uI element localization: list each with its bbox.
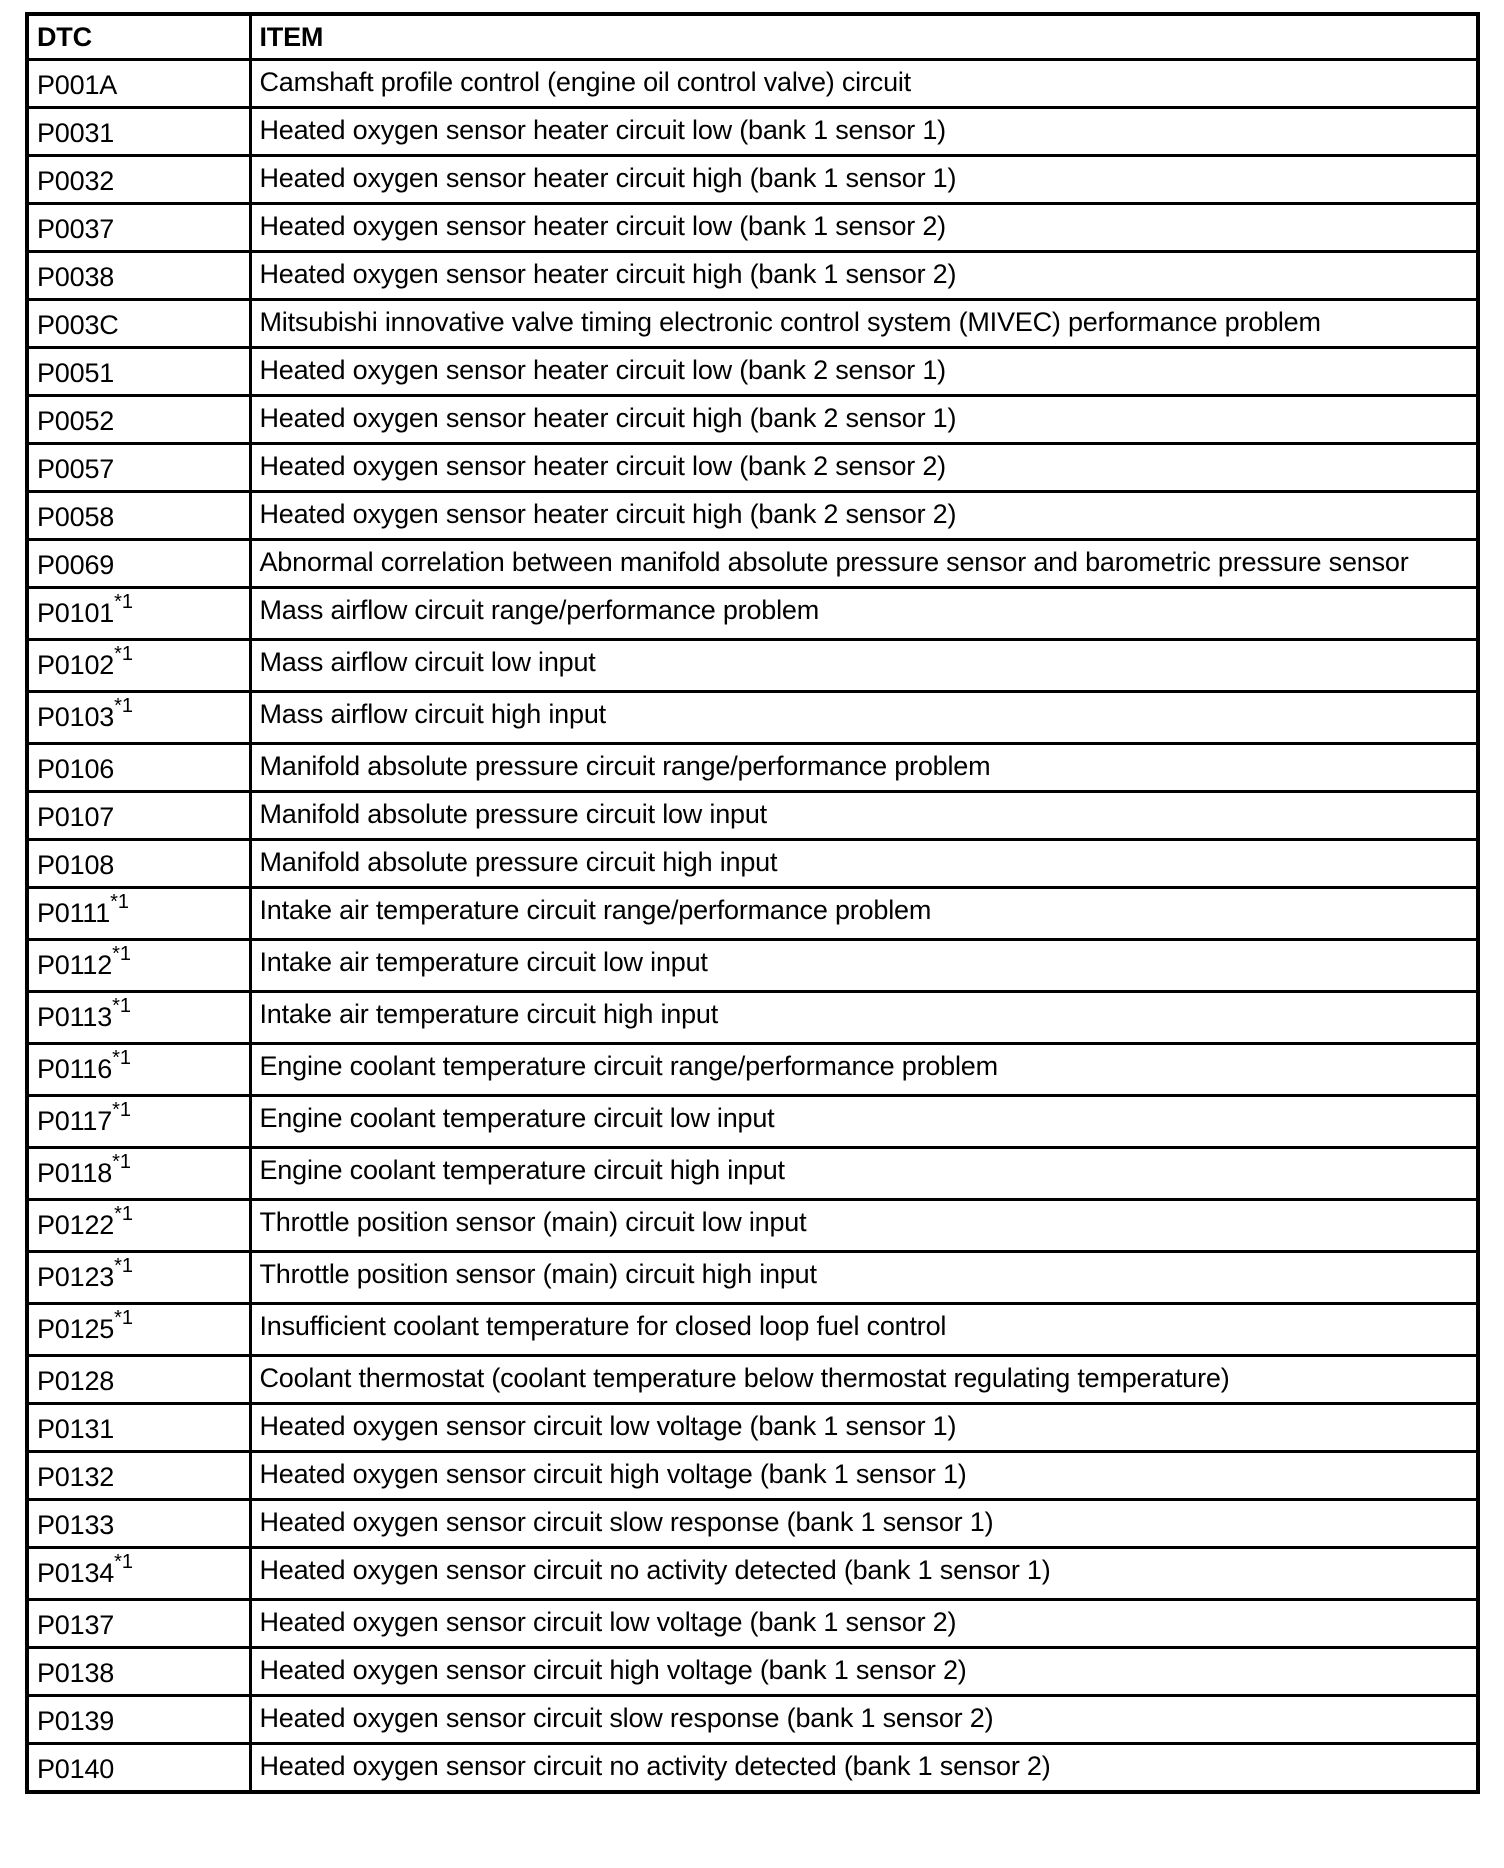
dtc-code: P0140 [37,1754,115,1784]
item-cell [250,252,1478,300]
table-row [27,348,1478,396]
table-row [27,252,1478,300]
dtc-code: P0133 [37,1510,115,1540]
item-text: Heated oxygen sensor circuit high voltage (bank 1 sensor 1) [259,1459,967,1489]
item-text: Manifold absolute pressure circuit range/performance problem [259,751,991,781]
dtc-footnote: *1 [112,995,131,1017]
item-cell [250,692,1478,744]
dtc-footnote: *1 [114,695,133,717]
table-row [27,1304,1478,1356]
table-row [27,540,1478,588]
dtc-cell [27,1404,250,1452]
dtc-cell [27,940,250,992]
dtc-footnote: *1 [112,1151,131,1173]
dtc-code: P0125 [37,1314,115,1344]
item-text: Heated oxygen sensor circuit high voltage (bank 1 sensor 2) [259,1655,967,1685]
item-cell [250,396,1478,444]
dtc-cell [27,692,250,744]
dtc-footnote: *1 [110,891,129,913]
item-cell [250,1500,1478,1548]
item-cell [250,1356,1478,1404]
item-text: Intake air temperature circuit low input [259,947,708,977]
item-cell [250,940,1478,992]
item-text: Heated oxygen sensor heater circuit low (bank 1 sensor 2) [259,211,946,241]
table-row [27,1148,1478,1200]
table-row [27,1548,1478,1600]
dtc-code: P0116 [37,1054,113,1084]
dtc-code: P0031 [37,118,115,148]
item-text: Heated oxygen sensor circuit low voltage (bank 1 sensor 1) [259,1411,957,1441]
dtc-code: P0111 [37,898,111,928]
item-text: Heated oxygen sensor heater circuit low (bank 1 sensor 1) [259,115,946,145]
table-row [27,1452,1478,1500]
item-cell [250,1600,1478,1648]
table-row [27,60,1478,108]
dtc-footnote: *1 [114,1203,133,1225]
dtc-code: P0132 [37,1462,115,1492]
dtc-code: P0134 [37,1558,115,1588]
item-text: Manifold absolute pressure circuit low input [259,799,767,829]
table-row [27,744,1478,792]
dtc-cell [27,156,250,204]
dtc-code: P0102 [37,650,115,680]
table-body [27,60,1478,1793]
item-cell [250,444,1478,492]
column-header-dtc: DTC [27,14,250,60]
item-text: Heated oxygen sensor circuit no activity detected (bank 1 sensor 2) [259,1751,1051,1781]
table-row [27,640,1478,692]
dtc-code: P0112 [37,950,113,980]
dtc-cell [27,1044,250,1096]
item-text: Heated oxygen sensor heater circuit high (bank 2 sensor 2) [259,499,957,529]
table-row [27,1044,1478,1096]
item-text: Intake air temperature circuit high input [259,999,719,1029]
dtc-code: P0103 [37,702,115,732]
item-cell [250,588,1478,640]
table-row [27,492,1478,540]
dtc-cell [27,992,250,1044]
dtc-footnote: *1 [114,1255,133,1277]
item-cell [250,840,1478,888]
table-row [27,940,1478,992]
table-row [27,444,1478,492]
item-cell [250,1548,1478,1600]
table-row [27,840,1478,888]
item-text: Heated oxygen sensor circuit no activity detected (bank 1 sensor 1) [259,1555,1051,1585]
item-cell [250,1096,1478,1148]
dtc-code: P0058 [37,502,115,532]
dtc-cell [27,300,250,348]
dtc-code: P0108 [37,850,115,880]
dtc-code: P0101 [37,598,115,628]
item-cell [250,1304,1478,1356]
item-text: Mass airflow circuit range/performance problem [259,595,820,625]
column-header-item: ITEM [250,14,1478,60]
item-text: Mitsubishi innovative valve timing electronic control system (MIVEC) performance problem [259,307,1321,337]
dtc-code: P0057 [37,454,115,484]
table-row [27,1696,1478,1744]
dtc-cell [27,1304,250,1356]
table-row [27,888,1478,940]
dtc-footnote: *1 [114,643,133,665]
dtc-cell [27,1148,250,1200]
dtc-code: P0139 [37,1706,115,1736]
table-row [27,1356,1478,1404]
table-row [27,992,1478,1044]
item-text: Throttle position sensor (main) circuit low input [259,1207,807,1237]
item-text: Heated oxygen sensor circuit low voltage (bank 1 sensor 2) [259,1607,957,1637]
item-cell [250,992,1478,1044]
dtc-footnote: *1 [112,943,131,965]
dtc-footnote: *1 [112,1099,131,1121]
dtc-cell [27,1252,250,1304]
table-row [27,792,1478,840]
item-text: Heated oxygen sensor heater circuit high (bank 1 sensor 2) [259,259,957,289]
item-text: Insufficient coolant temperature for closed loop fuel control [259,1311,947,1341]
dtc-cell [27,396,250,444]
item-cell [250,1148,1478,1200]
item-text: Camshaft profile control (engine oil control valve) circuit [259,67,911,97]
table-row [27,1404,1478,1452]
table-row [27,1252,1478,1304]
item-text: Engine coolant temperature circuit low input [259,1103,775,1133]
dtc-cell [27,744,250,792]
dtc-cell [27,204,250,252]
item-cell [250,1404,1478,1452]
dtc-table [25,12,1480,1794]
item-text: Heated oxygen sensor circuit slow response (bank 1 sensor 1) [259,1507,994,1537]
dtc-code: P0069 [37,550,115,580]
item-text: Heated oxygen sensor heater circuit high (bank 1 sensor 1) [259,163,957,193]
dtc-cell [27,840,250,888]
dtc-cell [27,640,250,692]
dtc-footnote: *1 [114,1551,133,1573]
dtc-cell [27,888,250,940]
dtc-cell [27,1696,250,1744]
item-cell [250,204,1478,252]
dtc-code: P0137 [37,1610,115,1640]
dtc-cell [27,540,250,588]
table-row [27,1200,1478,1252]
item-text: Coolant thermostat (coolant temperature below thermostat regulating temperature) [259,1363,1230,1393]
dtc-code: P0051 [37,358,115,388]
table-row [27,204,1478,252]
item-text: Engine coolant temperature circuit high input [259,1155,785,1185]
item-cell [250,300,1478,348]
table-row [27,692,1478,744]
header-row [27,14,1478,60]
item-text: Engine coolant temperature circuit range/performance problem [259,1051,998,1081]
dtc-code: P0123 [37,1262,115,1292]
item-cell [250,1252,1478,1304]
item-cell [250,1648,1478,1696]
dtc-cell [27,1744,250,1793]
item-cell [250,60,1478,108]
dtc-code: P0131 [37,1414,115,1444]
item-text: Intake air temperature circuit range/performance problem [259,895,932,925]
item-cell [250,888,1478,940]
table-row [27,396,1478,444]
dtc-cell [27,1500,250,1548]
item-cell [250,744,1478,792]
item-cell [250,1452,1478,1500]
dtc-code: P0117 [37,1106,113,1136]
dtc-code: P0032 [37,166,115,196]
dtc-footnote: *1 [112,1047,131,1069]
item-text: Heated oxygen sensor heater circuit low (bank 2 sensor 2) [259,451,946,481]
item-cell [250,540,1478,588]
dtc-footnote: *1 [114,1307,133,1329]
item-cell [250,1744,1478,1793]
dtc-code: P0138 [37,1658,115,1688]
dtc-code: P0037 [37,214,115,244]
dtc-code: P0128 [37,1366,115,1396]
dtc-code: P0052 [37,406,115,436]
dtc-cell [27,1548,250,1600]
dtc-cell [27,492,250,540]
table-row [27,1500,1478,1548]
item-text: Manifold absolute pressure circuit high input [259,847,778,877]
dtc-code: P0122 [37,1210,115,1240]
dtc-code: P0038 [37,262,115,292]
table-row [27,156,1478,204]
table-row [27,1744,1478,1793]
item-text: Heated oxygen sensor circuit slow response (bank 1 sensor 2) [259,1703,994,1733]
table-row [27,1096,1478,1148]
table-row [27,1648,1478,1696]
table-row [27,108,1478,156]
dtc-code: P0107 [37,802,115,832]
dtc-code: P001A [37,70,118,100]
table-row [27,1600,1478,1648]
item-cell [250,156,1478,204]
dtc-cell [27,348,250,396]
dtc-cell [27,108,250,156]
dtc-footnote: *1 [114,591,133,613]
dtc-cell [27,444,250,492]
dtc-cell [27,60,250,108]
dtc-cell [27,1600,250,1648]
item-cell [250,640,1478,692]
dtc-code: P003C [37,310,119,340]
dtc-cell [27,1648,250,1696]
dtc-cell [27,1200,250,1252]
item-text: Throttle position sensor (main) circuit high input [259,1259,817,1289]
item-text: Abnormal correlation between manifold absolute pressure sensor and barometric pressure sensor [259,547,1409,577]
item-cell [250,348,1478,396]
dtc-cell [27,588,250,640]
table-row [27,588,1478,640]
dtc-cell [27,1356,250,1404]
item-cell [250,492,1478,540]
item-text: Heated oxygen sensor heater circuit high (bank 2 sensor 1) [259,403,957,433]
item-cell [250,1044,1478,1096]
item-text: Mass airflow circuit high input [259,699,606,729]
item-text: Mass airflow circuit low input [259,647,596,677]
dtc-cell [27,252,250,300]
dtc-cell [27,792,250,840]
item-cell [250,792,1478,840]
dtc-code: P0113 [37,1002,113,1032]
dtc-cell [27,1096,250,1148]
item-cell [250,108,1478,156]
item-cell [250,1200,1478,1252]
dtc-cell [27,1452,250,1500]
dtc-code: P0118 [37,1158,113,1188]
item-text: Heated oxygen sensor heater circuit low (bank 2 sensor 1) [259,355,946,385]
dtc-code: P0106 [37,754,115,784]
item-cell [250,1696,1478,1744]
table-row [27,300,1478,348]
